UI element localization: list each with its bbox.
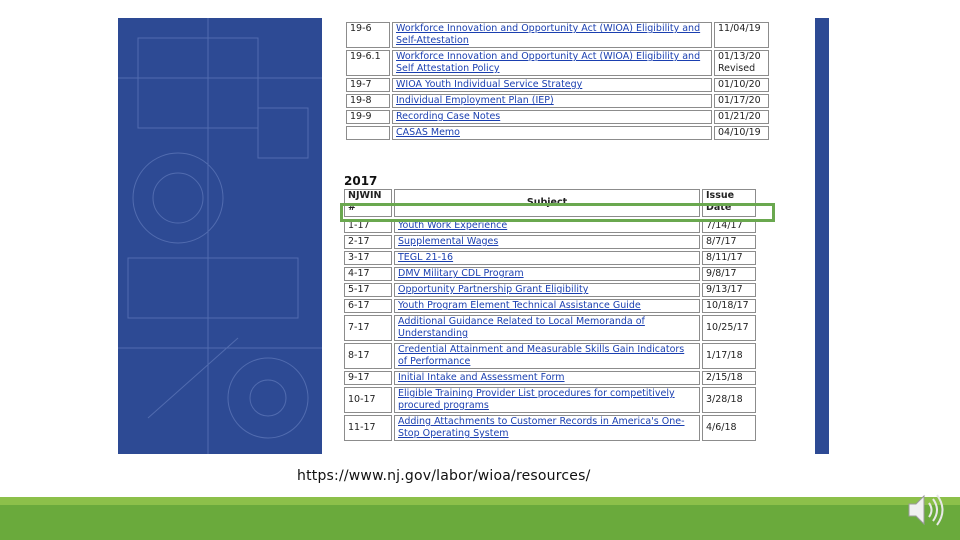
njwin-number: 2-17 bbox=[344, 235, 392, 249]
column-header-njwin: NJWIN # bbox=[344, 189, 392, 217]
subject-link[interactable]: Additional Guidance Related to Local Memoranda of Understanding bbox=[398, 316, 645, 339]
table-row bbox=[344, 235, 756, 249]
speaker-icon[interactable] bbox=[905, 490, 949, 530]
subject-link[interactable]: Initial Intake and Assessment Form bbox=[398, 372, 565, 383]
njwin-number: 19-6 bbox=[346, 22, 390, 48]
njwin-number: 4-17 bbox=[344, 267, 392, 281]
njwin-number: 1-17 bbox=[344, 219, 392, 233]
issue-date: 9/13/17 bbox=[702, 283, 756, 297]
issue-date: 1/17/18 bbox=[702, 343, 756, 369]
njwin-number: 3-17 bbox=[344, 251, 392, 265]
issue-date: 4/6/18 bbox=[702, 415, 756, 441]
subject-link[interactable]: Individual Employment Plan (IEP) bbox=[396, 95, 554, 106]
njwin-number: 5-17 bbox=[344, 283, 392, 297]
table-row bbox=[344, 299, 756, 313]
table-row bbox=[346, 94, 769, 108]
table-row bbox=[346, 22, 769, 48]
year-heading: 2017 bbox=[344, 174, 378, 188]
issue-date: 9/8/17 bbox=[702, 267, 756, 281]
issue-date: 10/18/17 bbox=[702, 299, 756, 313]
column-header-issue-date: Issue Date bbox=[702, 189, 756, 217]
njwin-number: 19-7 bbox=[346, 78, 390, 92]
issue-date: 01/21/20 bbox=[714, 110, 769, 124]
table-row bbox=[346, 78, 769, 92]
blueprint-background-image bbox=[118, 18, 322, 454]
issue-date: 01/10/20 bbox=[714, 78, 769, 92]
issue-date: 01/17/20 bbox=[714, 94, 769, 108]
footer-bar-dark bbox=[0, 505, 960, 540]
njwin-number: 8-17 bbox=[344, 343, 392, 369]
njwin-number: 7-17 bbox=[344, 315, 392, 341]
resource-url: https://www.nj.gov/labor/wioa/resources/ bbox=[297, 468, 591, 484]
njwin-number: 11-17 bbox=[344, 415, 392, 441]
njwin-number: 19-9 bbox=[346, 110, 390, 124]
subject-link[interactable]: DMV Military CDL Program bbox=[398, 268, 524, 279]
highlight-box bbox=[340, 203, 775, 222]
subject-link[interactable]: Eligible Training Provider List procedures for competitively procured programs bbox=[398, 388, 675, 411]
issue-date: 10/25/17 bbox=[702, 315, 756, 341]
issue-date: 11/04/19 bbox=[714, 22, 769, 48]
guidance-table-2017 bbox=[342, 187, 758, 443]
table-row bbox=[344, 387, 756, 413]
issue-date: 8/7/17 bbox=[702, 235, 756, 249]
issue-date: 04/10/19 bbox=[714, 126, 769, 140]
website-screenshot bbox=[338, 18, 807, 454]
issue-date: 3/28/18 bbox=[702, 387, 756, 413]
subject-link[interactable]: Opportunity Partnership Grant Eligibility bbox=[398, 284, 589, 295]
table-row bbox=[346, 50, 769, 76]
subject-link[interactable]: Adding Attachments to Customer Records in America's One-Stop Operating System bbox=[398, 416, 685, 439]
blue-side-strip bbox=[815, 18, 829, 454]
njwin-number: 6-17 bbox=[344, 299, 392, 313]
subject-link[interactable]: Workforce Innovation and Opportunity Act (WIOA) Eligibility and Self-Attestation bbox=[396, 23, 701, 46]
subject-link[interactable]: Recording Case Notes bbox=[396, 111, 501, 122]
subject-link[interactable]: Youth Program Element Technical Assistance Guide bbox=[398, 300, 641, 311]
njwin-number: 9-17 bbox=[344, 371, 392, 385]
table-row bbox=[344, 283, 756, 297]
issue-date: 2/15/18 bbox=[702, 371, 756, 385]
table-row bbox=[344, 371, 756, 385]
subject-link[interactable]: Credential Attainment and Measurable Skills Gain Indicators of Performance bbox=[398, 344, 685, 367]
table-row bbox=[346, 110, 769, 124]
footer-bar-light bbox=[0, 497, 960, 505]
subject-link[interactable]: Youth Work Experience bbox=[398, 220, 508, 231]
table-row bbox=[346, 126, 769, 140]
subject-link[interactable]: Workforce Innovation and Opportunity Act (WIOA) Eligibility and Self Attestation Policy bbox=[396, 51, 701, 74]
issue-date: 7/14/17 bbox=[702, 219, 756, 233]
table-row bbox=[344, 251, 756, 265]
issue-date: 01/13/20 Revised bbox=[714, 50, 769, 76]
njwin-number: 19-6.1 bbox=[346, 50, 390, 76]
issue-date: 8/11/17 bbox=[702, 251, 756, 265]
subject-link[interactable]: TEGL 21-16 bbox=[398, 252, 454, 263]
njwin-number bbox=[346, 126, 390, 140]
column-header-subject: Subject bbox=[394, 189, 700, 217]
njwin-number: 19-8 bbox=[346, 94, 390, 108]
subject-link[interactable]: Supplemental Wages bbox=[398, 236, 499, 247]
table-row bbox=[344, 343, 756, 369]
njwin-number: 10-17 bbox=[344, 387, 392, 413]
table-row bbox=[344, 315, 756, 341]
table-row bbox=[344, 415, 756, 441]
subject-link[interactable]: WIOA Youth Individual Service Strategy bbox=[396, 79, 583, 90]
table-row bbox=[344, 267, 756, 281]
top-guidance-table bbox=[344, 20, 771, 142]
subject-link[interactable]: CASAS Memo bbox=[396, 127, 460, 138]
